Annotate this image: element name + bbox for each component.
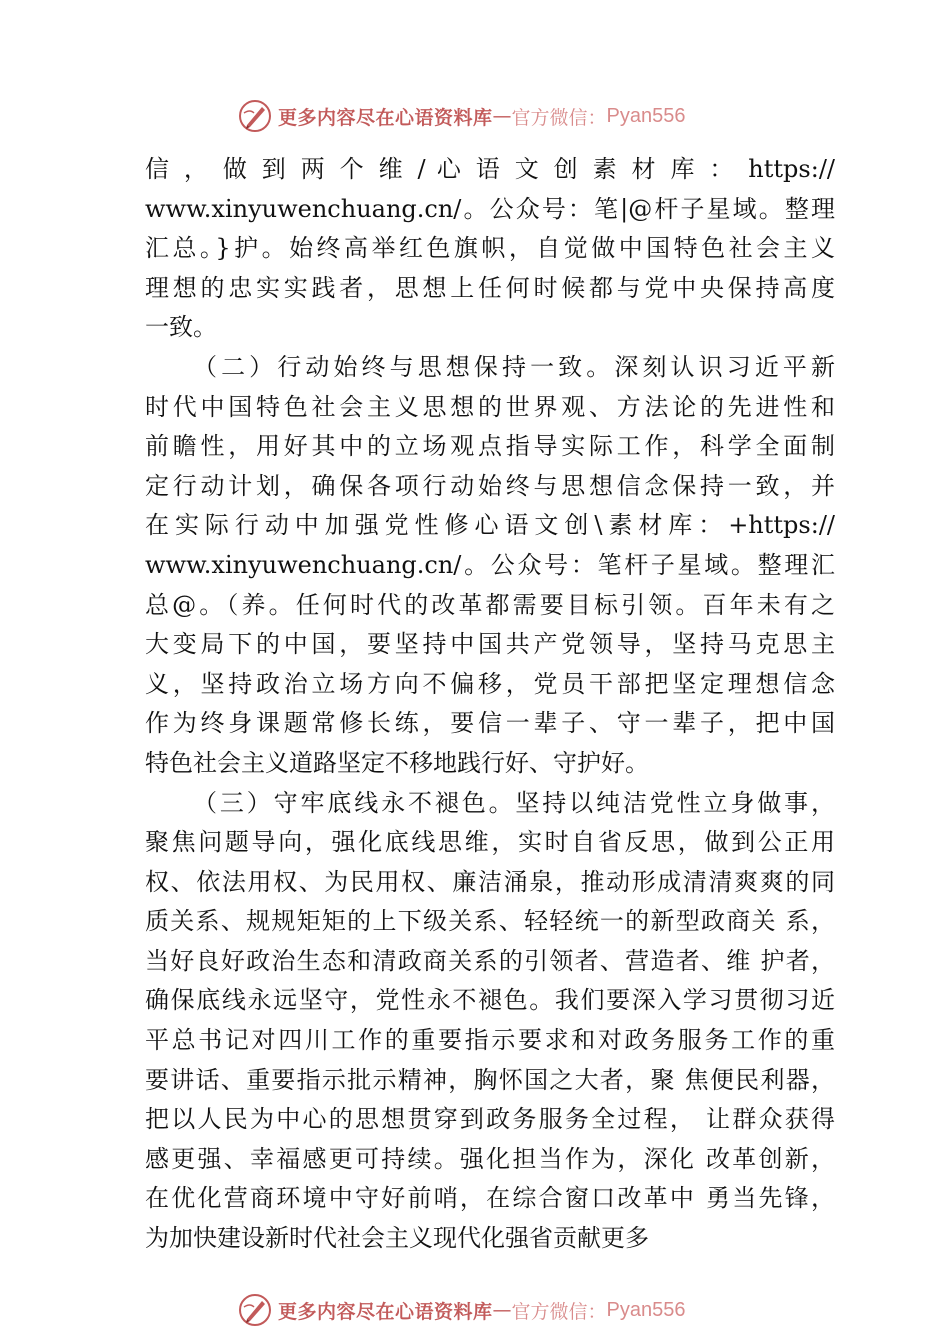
paragraph-line: 为加快建设新时代社会主义现代化强省贡献更多 (145, 1224, 649, 1253)
banner-dash: — (492, 1299, 512, 1321)
paragraph-line: 在实际行动中加强党性修心语文创\素材库：+https:// (145, 511, 835, 540)
paragraph-line: 总@。（养。任何时代的改革都需要目标引领。百年未有之 (145, 590, 835, 619)
paragraph-line: 质关系、规规矩矩的上下级关系、轻轻统一的新型政商关 系， (145, 907, 835, 936)
paragraph (145, 784, 835, 1259)
paragraph-line: 特色社会主义道路坚定不移地践行好、守护好。 (145, 748, 649, 777)
paragraph-line: 义，坚持政治立场方向不偏移，党员干部把坚定理想信念 (145, 669, 835, 698)
paragraph-line: 权、依法用权、为民用权、廉洁涌泉，推动形成清清爽爽的同 (145, 867, 835, 896)
banner-dash: — (492, 105, 512, 127)
banner-site-name: 更多内容尽在心语资料库 (278, 1300, 493, 1323)
paragraph-line: 把以人民为中心的思想贯穿到政务服务全过程， 让群众获得 (145, 1105, 835, 1134)
paragraph-line: 定行动计划，确保各项行动始终与思想信念保持一致，并 (145, 471, 835, 500)
paragraph-line: 要讲话、重要指示批示精神，胸怀国之大者，聚 焦便民利器， (145, 1065, 835, 1094)
banner-wechat-label: 官方微信： (511, 1300, 607, 1323)
paragraph-line: 信 ， 做 到 两 个 维 / 心 语 文 创 素 材 库 ： https:// (145, 155, 835, 183)
paragraph-line: 大变局下的中国，要坚持中国共产党领导，坚持马克思主 (145, 630, 835, 659)
paragraph-line: 当好良好政治生态和清政商关系的引领者、营造者、维 护者， (145, 946, 835, 975)
paragraph-line: （二）行动始终与思想保持一致。深刻认识习近平新 (193, 352, 835, 381)
paragraph (145, 348, 835, 784)
paragraph-line: www.xinyuwenchuang.cn/。公众号：笔杆子星域。整理汇 (145, 550, 835, 579)
document-body (145, 150, 835, 1259)
paragraph-line: 汇总。}护。始终高举红色旗帜，自觉做中国特色社会主义 (145, 234, 835, 263)
banner-wechat-id: Pyan556 (606, 104, 686, 127)
paragraph-line: 平总书记对四川工作的重要指示要求和对政务服务工作的重 (145, 1026, 835, 1055)
footer-watermark-banner (238, 1290, 738, 1330)
banner-wechat-label: 官方微信： (511, 106, 607, 129)
banner-site-name: 更多内容尽在心语资料库 (278, 106, 493, 129)
paragraph-line: 前瞻性，用好其中的立场观点指导实际工作，科学全面制 (145, 432, 835, 461)
paragraph-line: 感更强、幸福感更可持续。强化担当作为，深化 改革创新， (145, 1144, 835, 1173)
paragraph-line: www.xinyuwenchuang.cn/。公众号：笔|@杆子星域。整理 (145, 194, 835, 223)
pen-logo-icon (238, 1293, 272, 1327)
paragraph (145, 150, 835, 348)
header-watermark-banner (238, 96, 738, 136)
paragraph-line: 确保底线永远坚守，党性永不褪色。我们要深入学习贯彻习近 (145, 986, 835, 1015)
paragraph-line: 在优化营商环境中守好前哨，在综合窗口改革中 勇当先锋， (145, 1184, 835, 1213)
paragraph-line: 一致。 (145, 313, 217, 342)
paragraph-line: 作为终身课题常修长练，要信一辈子、守一辈子，把中国 (145, 709, 835, 738)
paragraph-line: 时代中国特色社会主义思想的世界观、方法论的先进性和 (145, 392, 835, 421)
paragraph-line: 聚焦问题导向，强化底线思维，实时自省反思，做到公正用 (145, 828, 835, 857)
pen-logo-icon (238, 99, 272, 133)
banner-wechat-id: Pyan556 (606, 1298, 686, 1321)
paragraph-line: 理想的忠实实践者，思想上任何时候都与党中央保持高度 (145, 273, 835, 302)
paragraph-line: （三）守牢底线永不褪色。坚持以纯洁党性立身做事， (193, 788, 835, 817)
